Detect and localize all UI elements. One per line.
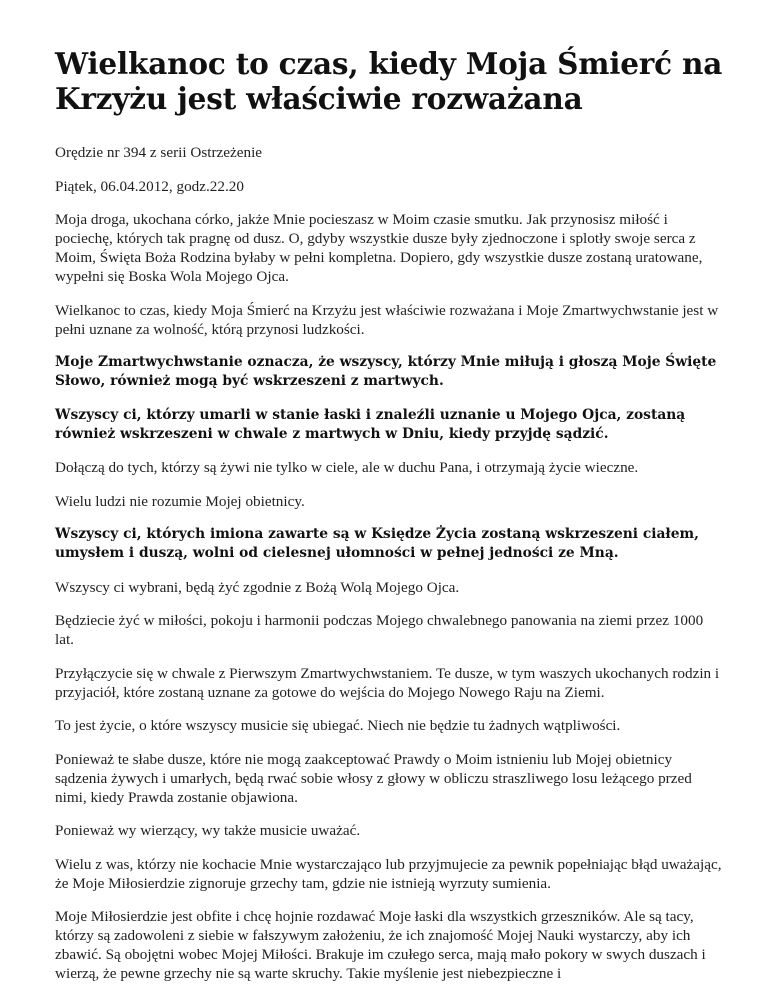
bold-paragraph: Moje Zmartwychwstanie oznacza, że wszyscy, którzy Mnie miłują i głoszą Moje Święte Słowo, również mogą być wskrzeszeni z martwych. [55,354,717,389]
message-number: Orędzie nr 394 z serii Ostrzeżenie [55,144,263,161]
paragraph: Przyłączycie się w chwale z Pierwszym Zmartwychwstaniem. Te dusze, w tym waszych ukochanych rodzin i przyjaciół, które zostaną uznane za gotowe do wejścia do Mojego Nowego Raju na Ziemi. [55,664,720,701]
message-date: Piątek, 06.04.2012, godz.22.20 [55,177,244,195]
paragraph: Wielkanoc to czas, kiedy Moja Śmierć na Krzyżu jest właściwie rozważana i Moje Zmartwychwstanie jest w pełni uznane za wolność, którą przynosi ludzkości. [55,301,719,338]
paragraph: To jest życie, o które wszyscy musicie się ubiegać. Niech nie będzie tu żadnych wątpliwości. [55,717,621,734]
document-page [55,46,723,998]
paragraph: Będziecie żyć w miłości, pokoju i harmonii podczas Mojego chwalebnego panowania na ziemi przez 1000 lat. [55,612,704,648]
bold-paragraph: Wszyscy ci, którzy umarli w stanie łaski i znaleźli uznanie u Mojego Ojca, zostaną również wskrzeszeni w chwale z martwych w Dniu, kiedy przyjdę sądzić. [55,406,686,442]
document-body [55,143,723,983]
paragraph: Dołączą do tych, którzy są żywi nie tylko w ciele, ale w duchu Pana, i otrzymają życie wieczne. [55,459,639,476]
bold-paragraph: Wszyscy ci, których imiona zawarte są w Księdze Życia zostaną wskrzeszeni ciałem, umysłem i duszą, wolni od cielesnej ułomności w pełnej jedności ze Mną. [55,526,699,561]
paragraph: Wielu z was, którzy nie kochacie Mnie wystarczająco lub przyjmujecie za pewnik popełniając błąd uważając, że Moje Miłosierdzie zignoruje grzechy tam, gdzie nie istnieją wyrzuty sumienia. [55,855,722,892]
paragraph: Wielu ludzi nie rozumie Mojej obietnicy. [55,492,305,510]
paragraph: Moja droga, ukochana córko, jakże Mnie pocieszasz w Moim czasie smutku. Jak przynosisz miłość i pociechę, których tak pragnę od dusz. O, gdyby wszystkie dusze były zjednoczone i splotły swoje serca z Moim, Święta Boża Rodzina byłaby w pełni kompletna. Dopiero, gdy wszystkie dusze zostaną uratowane, wypełni się Boska Wola Mojego Ojca. [55,211,703,285]
paragraph: Moje Miłosierdzie jest obfite i chcę hojnie rozdawać Moje łaski dla wszystkich grzeszników. Ale są tacy, którzy są zadowoleni z siebie w fałszywym założeniu, że ich znajomość Mojej Nauki wystarczy, aby ich zbawić. Są obojętni wobec Mojej Miłości. Brakuje im czułego serca, mają mało pokory w swych duszach i wierzą, że pewne grzechy nie są warte skruchy. Takie myślenie jest niebezpieczne i [55,908,706,982]
document-title: Wielkanoc to czas, kiedy Moja Śmierć na Krzyżu jest właściwie rozważana [55,46,723,116]
paragraph: Ponieważ te słabe dusze, które nie mogą zaakceptować Prawdy o Moim istnieniu lub Mojej obietnicy sądzenia żywych i umarłych, będą rwać sobie włosy z głowy w obliczu straszliwego losu leżącego przed nimi, kiedy Prawda zostanie objawiona. [55,750,692,806]
paragraph: Ponieważ wy wierzący, wy także musicie uważać. [55,822,361,839]
paragraph: Wszyscy ci wybrani, będą żyć zgodnie z Bożą Wolą Mojego Ojca. [55,578,460,596]
